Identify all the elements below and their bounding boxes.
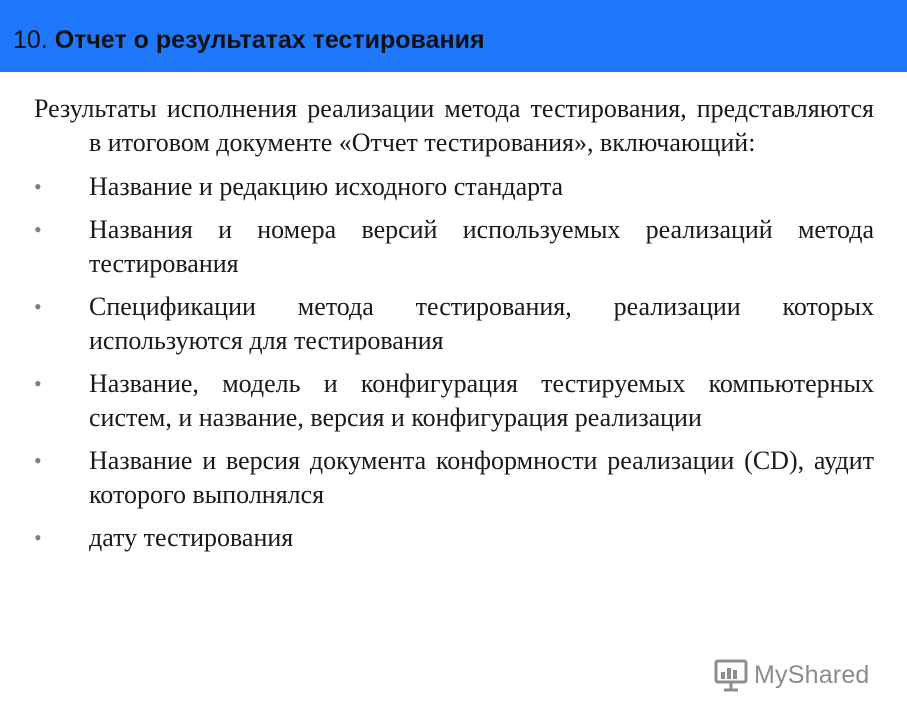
- bullet-icon: •: [34, 174, 42, 199]
- myshared-watermark: [714, 655, 870, 695]
- bullet-icon: •: [34, 371, 42, 396]
- bullet-list: [34, 170, 874, 555]
- slide-number: 10.: [13, 26, 48, 54]
- bullet-text: Названия и номера версий используемых реализаций метода тестирования: [89, 215, 874, 278]
- bullet-item: [34, 367, 874, 435]
- bullet-icon: •: [34, 525, 42, 550]
- bullet-text: Спецификации метода тестирования, реализации которых используются для тестирования: [89, 292, 874, 355]
- slide-title-text: Отчет о результатах тестирования: [54, 26, 485, 54]
- bullet-item: [34, 213, 874, 281]
- bullet-item: [34, 444, 874, 512]
- bullet-text: Название, модель и конфигурация тестируемых компьютерных систем, и название, версия и конфигурация реализации: [89, 369, 874, 432]
- bullet-text: дату тестирования: [89, 523, 294, 552]
- intro-paragraph: Результаты исполнения реализации метода тестирования, представляются в итоговом документе «Отчет тестирования», включающий:: [34, 94, 874, 157]
- slide-body: [34, 92, 874, 564]
- bullet-icon: •: [34, 217, 42, 242]
- presentation-board-icon: [714, 658, 748, 692]
- watermark-text: MyShared: [754, 660, 870, 689]
- bullet-item: [34, 170, 874, 204]
- bullet-text: Название и версия документа конформности реализации (CD), аудит которого выполнялся: [89, 446, 874, 509]
- slide-title: [13, 22, 485, 58]
- bullet-text: Название и редакцию исходного стандарта: [89, 172, 564, 201]
- slide-header: [0, 0, 907, 72]
- bullet-item: [34, 290, 874, 358]
- bullet-item: [34, 521, 874, 555]
- bullet-icon: •: [34, 294, 42, 319]
- bullet-icon: •: [34, 448, 42, 473]
